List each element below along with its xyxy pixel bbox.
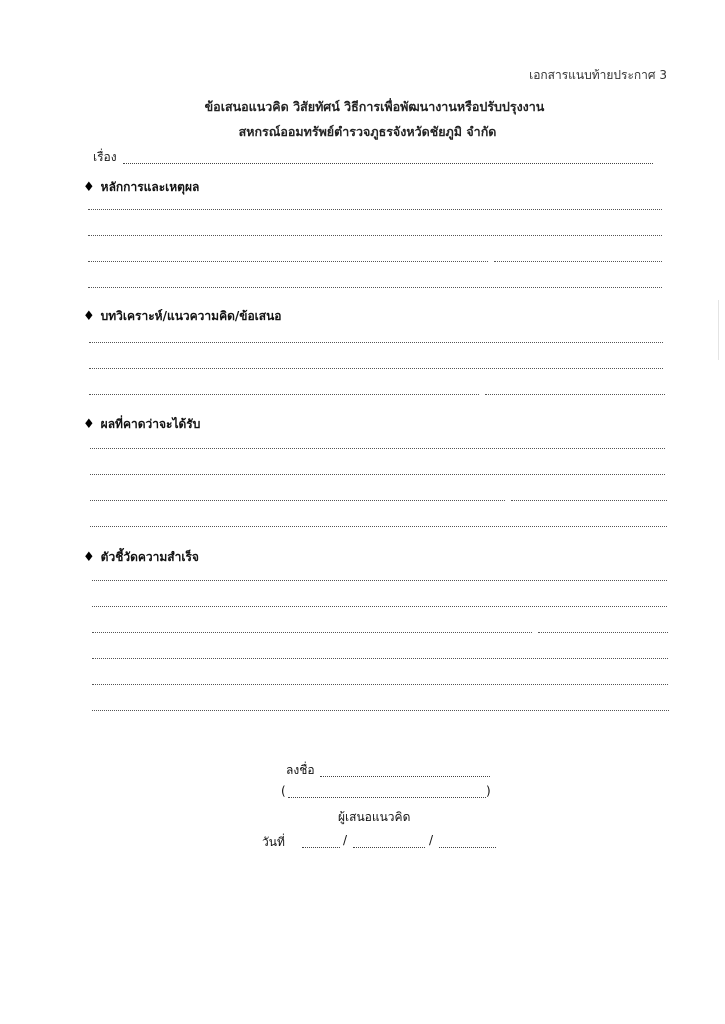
- section-heading-label: บทวิเคราะห์/แนวความคิด/ข้อเสนอ: [100, 309, 282, 323]
- diamond-bullet-icon: ♦: [83, 417, 95, 432]
- sign-label: ลงชื่อ: [286, 763, 315, 777]
- section-heading-rationale: [83, 178, 199, 197]
- signature-line[interactable]: [320, 776, 490, 777]
- diamond-bullet-icon: ♦: [83, 309, 95, 324]
- date-label: วันที่: [262, 835, 285, 849]
- date-year-line[interactable]: [439, 847, 496, 848]
- success-indicators-line[interactable]: [92, 710, 669, 711]
- document-title-line1: ข้อเสนอแนวคิด วิสัยทัศน์ วิธีการเพื่อพัฒนางานหรือปรับปรุงงาน: [204, 99, 545, 114]
- success-indicators-line[interactable]: [92, 606, 667, 607]
- success-indicators-line[interactable]: [92, 684, 668, 685]
- rationale-line[interactable]: [88, 287, 662, 288]
- proposer-role: ผู้เสนอแนวคิด: [338, 810, 411, 824]
- subject-label: เรื่อง: [93, 150, 117, 164]
- section-heading-label: ผลที่คาดว่าจะได้รับ: [100, 417, 201, 431]
- subject-row: [93, 149, 653, 167]
- section-heading-success-indicators: [83, 548, 199, 567]
- expected-results-line[interactable]: [90, 526, 667, 527]
- expected-results-line[interactable]: [90, 474, 665, 475]
- open-parenthesis: (: [281, 784, 286, 798]
- printed-name-line[interactable]: [288, 797, 486, 798]
- date-month-line[interactable]: [353, 847, 425, 848]
- success-indicators-line[interactable]: [92, 580, 667, 581]
- date-day-line[interactable]: [302, 847, 340, 848]
- analysis-line[interactable]: [89, 342, 663, 343]
- analysis-line[interactable]: [89, 368, 663, 369]
- subject-input-line[interactable]: [123, 162, 653, 164]
- section-heading-analysis: [83, 307, 282, 326]
- analysis-line[interactable]: [89, 394, 479, 395]
- section-heading-expected-results: [83, 415, 200, 434]
- date-separator: /: [429, 833, 434, 847]
- document-reference: เอกสารแนบท้ายประกาศ 3: [529, 68, 667, 82]
- section-heading-label: หลักการและเหตุผล: [100, 180, 200, 194]
- expected-results-line[interactable]: [90, 500, 505, 501]
- success-indicators-line[interactable]: [92, 632, 532, 633]
- rationale-line-continued[interactable]: [494, 261, 662, 262]
- analysis-line-continued[interactable]: [485, 394, 665, 395]
- success-indicators-line[interactable]: [92, 658, 668, 659]
- section-heading-label: ตัวชี้วัดความสำเร็จ: [100, 550, 199, 564]
- page-edge-mark: [718, 300, 719, 360]
- close-parenthesis: ): [486, 784, 491, 798]
- diamond-bullet-icon: ♦: [83, 180, 95, 195]
- expected-results-line[interactable]: [90, 448, 665, 449]
- rationale-line[interactable]: [88, 235, 662, 236]
- rationale-line[interactable]: [88, 209, 662, 210]
- diamond-bullet-icon: ♦: [83, 550, 95, 565]
- document-title-line2: สหกรณ์ออมทรัพย์ตำรวจภูธรจังหวัดชัยภูมิ จำกัด: [238, 124, 497, 139]
- expected-results-line-continued[interactable]: [511, 500, 667, 501]
- date-separator: /: [343, 833, 348, 847]
- success-indicators-line-continued[interactable]: [538, 632, 668, 633]
- rationale-line[interactable]: [88, 261, 488, 262]
